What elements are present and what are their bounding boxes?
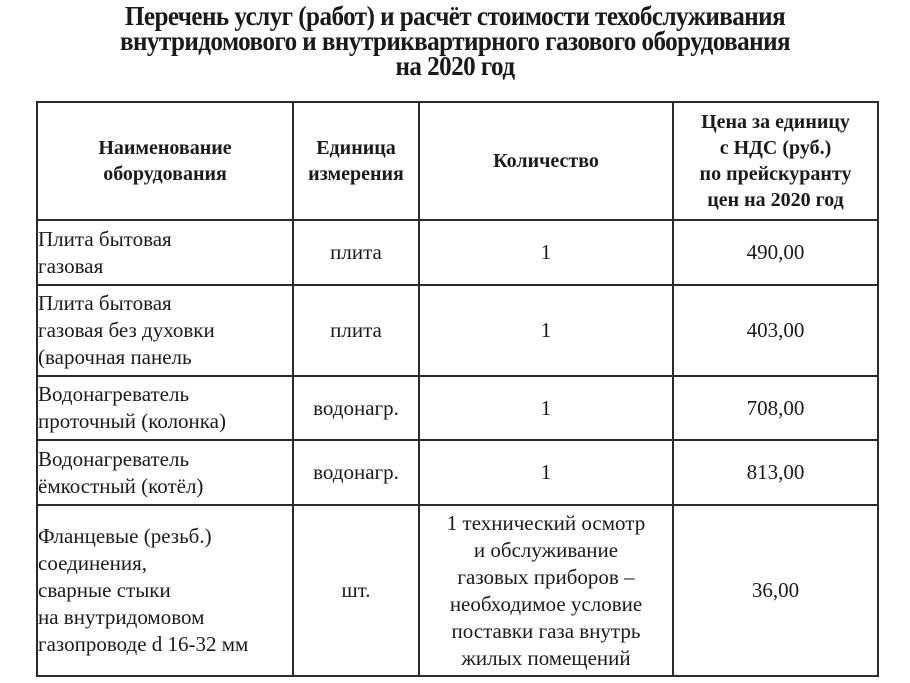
equipment-name-cell: Плита бытовая газовая без духовки (варочная панель [37, 285, 293, 376]
unit-cell: плита [293, 285, 419, 376]
unit-cell: плита [293, 220, 419, 285]
price-table [36, 101, 879, 677]
header-price: Цена за единицу с НДС (руб.) по прейскуранту цен на 2020 год [673, 102, 878, 220]
table-row [37, 285, 878, 376]
unit-cell: водонагр. [293, 376, 419, 440]
unit-cell: шт. [293, 505, 419, 676]
table-row [37, 505, 878, 676]
header-quantity: Количество [419, 102, 673, 220]
header-unit: Единица измерения [293, 102, 419, 220]
table-row [37, 220, 878, 285]
equipment-name-cell: Фланцевые (резьб.) соединения, сварные стыки на внутридомовом газопроводе d 16-32 мм [37, 505, 293, 676]
price-cell: 813,00 [673, 440, 878, 505]
price-cell: 490,00 [673, 220, 878, 285]
equipment-name-cell: Плита бытовая газовая [37, 220, 293, 285]
equipment-name-cell: Водонагреватель проточный (колонка) [37, 376, 293, 440]
quantity-cell: 1 [419, 285, 673, 376]
table-row [37, 440, 878, 505]
quantity-cell: 1 [419, 376, 673, 440]
title-line-3: на 2020 год [395, 51, 515, 81]
quantity-cell: 1 [419, 220, 673, 285]
price-cell: 36,00 [673, 505, 878, 676]
price-cell: 708,00 [673, 376, 878, 440]
price-cell: 403,00 [673, 285, 878, 376]
equipment-name-cell: Водонагреватель ёмкостный (котёл) [37, 440, 293, 505]
title-line-2: внутридомового и внутриквартирного газового оборудования [119, 26, 791, 56]
header-equipment-name: Наименование оборудования [37, 102, 293, 220]
table-row [37, 376, 878, 440]
title-line-1: Перечень услуг (работ) и расчёт стоимости техобслуживания [124, 1, 786, 31]
quantity-cell: 1 [419, 440, 673, 505]
unit-cell: водонагр. [293, 440, 419, 505]
header-row [37, 102, 878, 220]
quantity-cell: 1 технический осмотр и обслуживание газовых приборов – необходимое условие поставки газа внутрь жилых помещений [419, 505, 673, 676]
document-title [32, 1, 878, 81]
